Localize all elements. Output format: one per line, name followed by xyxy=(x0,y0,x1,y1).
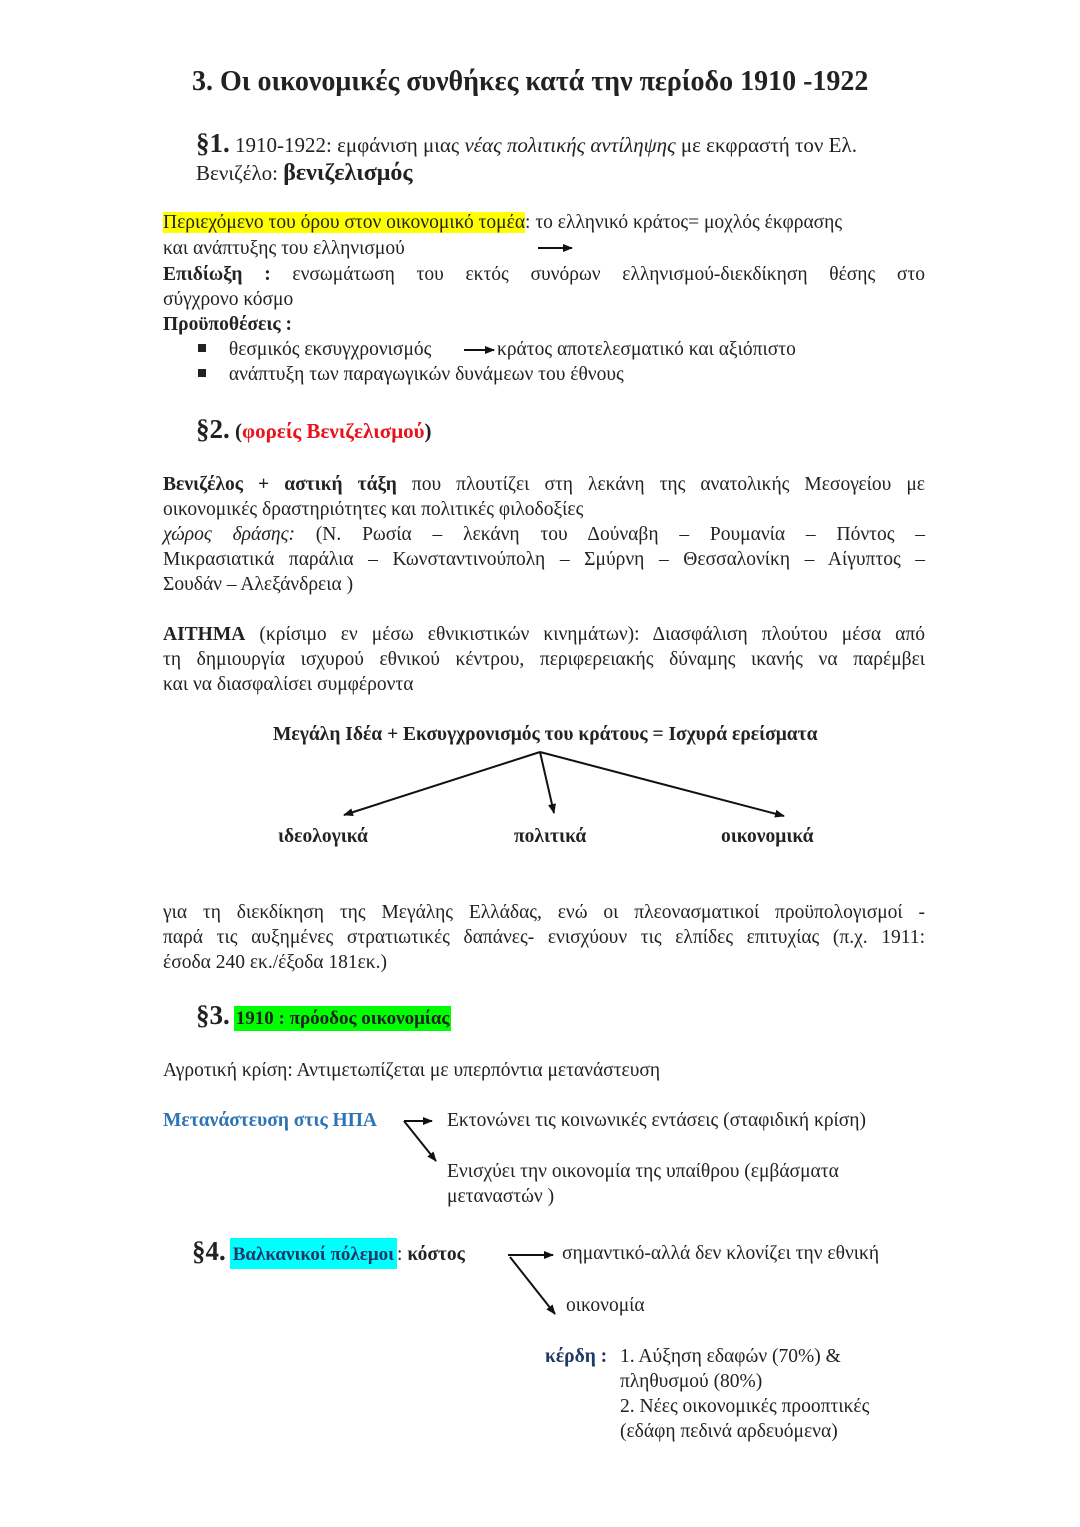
aim-text: ενσωμάτωση του εκτός συνόρων ελληνισμού-διεκδίκηση θέσης στο xyxy=(292,264,925,285)
bullet-icon xyxy=(198,369,206,377)
bullet-item-1 xyxy=(198,339,431,361)
aim-label: Επιδίωξη : xyxy=(163,264,271,285)
section-4-colon: : xyxy=(397,1244,408,1265)
content-line xyxy=(163,212,842,234)
p2-line-5: Σουδάν – Αλεξάνδρεια ) xyxy=(163,574,354,595)
p4-line-1: για τη διεκδίκηση της Μεγάλης Ελλάδας, ενώ οι πλεονασματικοί προϋπολογισμοί - xyxy=(163,902,925,923)
section-2-number: §2. xyxy=(196,414,230,444)
section-3-title: 1910 : πρόοδος οικονομίας xyxy=(235,1008,450,1029)
bullet-1-text-b: κράτος αποτελεσματικό και αξιόπιστο xyxy=(497,339,796,360)
section-2-title: φορείς Βενιζελισμού xyxy=(242,419,425,443)
p4-line-3: έσοδα 240 εκ./έξοδα 181εκ.) xyxy=(163,952,387,973)
gain-2: 2. Νέες οικονομικές προοπτικές xyxy=(620,1396,870,1417)
field-of-action-label: χώρος δράσης: xyxy=(163,524,295,545)
bullet-2-text: ανάπτυξη των παραγωγικών δυνάμεων του έθνους xyxy=(228,364,624,385)
p3-line-1 xyxy=(163,624,925,646)
p2-line-1-rest: που πλουτίζει στη λεκάνη της ανατολικής Μεσογείου με xyxy=(396,474,925,495)
gain-2b: (εδάφη πεδινά αρδευόμενα) xyxy=(620,1421,838,1442)
highlight-economic-content: Περιεχόμενο του όρου στον οικονομικό τομέα xyxy=(163,212,526,233)
diagram-top: Μεγάλη Ιδέα + Εκσυγχρονισμός του κράτους = Ισχυρά ερείσματα xyxy=(273,724,818,745)
section-1-text-c: με εκφραστή τον Ελ. xyxy=(675,133,857,157)
p2-line-2: οικονομικές δραστηριότητες και πολιτικές φιλοδοξίες xyxy=(163,499,584,520)
p2-line-3 xyxy=(163,524,925,546)
diagram-ideological: ιδεολογικά xyxy=(278,826,368,847)
section-1-heading xyxy=(196,128,857,159)
section-1-text-italic: νέας πολιτικής αντίληψης xyxy=(464,133,676,157)
section-4-balkan-wars: Βαλκανικοί πόλεμοι xyxy=(230,1238,397,1269)
page-title: 3. Οι οικονομικές συνθήκες κατά την περίοδο 1910 -1922 xyxy=(192,66,869,97)
section-4-cost: κόστος xyxy=(407,1244,465,1265)
arrow-icon xyxy=(540,752,554,813)
prereq-label: Προϋποθέσεις : xyxy=(163,314,292,335)
content-line-rest: : το ελληνικό κράτος= μοχλός έκφρασης xyxy=(525,212,843,233)
diagram-economic: οικονομικά xyxy=(721,826,814,847)
p2-line-4: Μικρασιατικά παράλια – Κωνσταντινούπολη – Σμύρνη – Θεσσαλονίκη – Αίγυπτος – xyxy=(163,549,925,570)
section-4-number: §4. xyxy=(192,1236,226,1266)
arrow-icon xyxy=(344,752,540,815)
cost-effect-2: οικονομία xyxy=(566,1295,645,1316)
section-3-number: §3. xyxy=(196,1000,230,1030)
section-2-open: ( xyxy=(229,419,242,443)
section-1-line2-text: Βενιζέλο: xyxy=(196,161,284,185)
arrow-icon xyxy=(404,1121,436,1161)
emigration-effect-1: Εκτονώνει τις κοινωνικές εντάσεις (σταφιδική κρίση) xyxy=(447,1110,867,1131)
arrow-icon xyxy=(540,752,784,816)
arrow-icon xyxy=(510,1257,555,1314)
section-1-text-a: 1910-1922: εμφάνιση μιας xyxy=(229,133,465,157)
section-2-heading xyxy=(196,414,432,445)
gain-1: 1. Αύξηση εδαφών (70%) & xyxy=(620,1346,841,1367)
p4-line-2: παρά τις αυξημένες στρατιωτικές δαπάνες- ενισχύουν τις ελπίδες επιτυχίας (π.χ. 1911: xyxy=(163,927,925,948)
section-1-venizelism: βενιζελισμός xyxy=(283,160,413,186)
aim-line-2: σύγχρονο κόσμο xyxy=(163,289,294,310)
section-1-line2 xyxy=(196,160,413,187)
content-line-2: και ανάπτυξης του ελληνισμού xyxy=(163,238,405,259)
p3-line-2: τη δημιουργία ισχυρού εθνικού κέντρου, περιφερειακής δύναμης ικανής να παρέμβει xyxy=(163,649,925,670)
bullet-icon xyxy=(198,344,206,352)
section-4-heading xyxy=(192,1236,465,1267)
agrarian-crisis-line: Αγροτική κρίση: Αντιμετωπίζεται με υπερπόντια μετανάστευση xyxy=(163,1060,661,1081)
cost-effect-1: σημαντικό-αλλά δεν κλονίζει την εθνική xyxy=(562,1243,880,1264)
demand-label: ΑΙΤΗΜΑ xyxy=(163,624,246,645)
gains-label: κέρδη : xyxy=(545,1346,608,1367)
section-1-number: §1. xyxy=(196,128,230,158)
p2-line-1 xyxy=(163,474,925,496)
section-3-heading xyxy=(196,1000,451,1031)
emigration-effect-2b: μεταναστών ) xyxy=(447,1186,555,1207)
emigration-effect-2: Ενισχύει την οικονομία της υπαίθρου (εμβάσματα xyxy=(447,1161,839,1182)
bullet-1-text-a: θεσμικός εκσυγχρονισμός xyxy=(228,339,432,360)
bullet-item-2 xyxy=(198,364,624,386)
aim-line xyxy=(163,264,925,286)
p3-line-1-rest: (κρίσιμο εν μέσω εθνικιστικών κινημάτων): Διασφάλιση πλούτου μέσα από xyxy=(245,624,925,645)
gain-1b: πληθυσμού (80%) xyxy=(620,1371,763,1392)
p3-line-3: και να διασφαλίσει συμφέροντα xyxy=(163,674,414,695)
p2-line-3-rest: (Ν. Ρωσία – λεκάνη του Δούναβη – Ρουμανία – Πόντος – xyxy=(294,524,926,545)
venizelos-bourgeoisie: Βενιζέλος + αστική τάξη xyxy=(163,474,397,495)
diagram-political: πολιτικά xyxy=(514,826,587,847)
emigration-usa: Μετανάστευση στις ΗΠΑ xyxy=(163,1110,377,1131)
section-2-close: ) xyxy=(424,419,432,443)
